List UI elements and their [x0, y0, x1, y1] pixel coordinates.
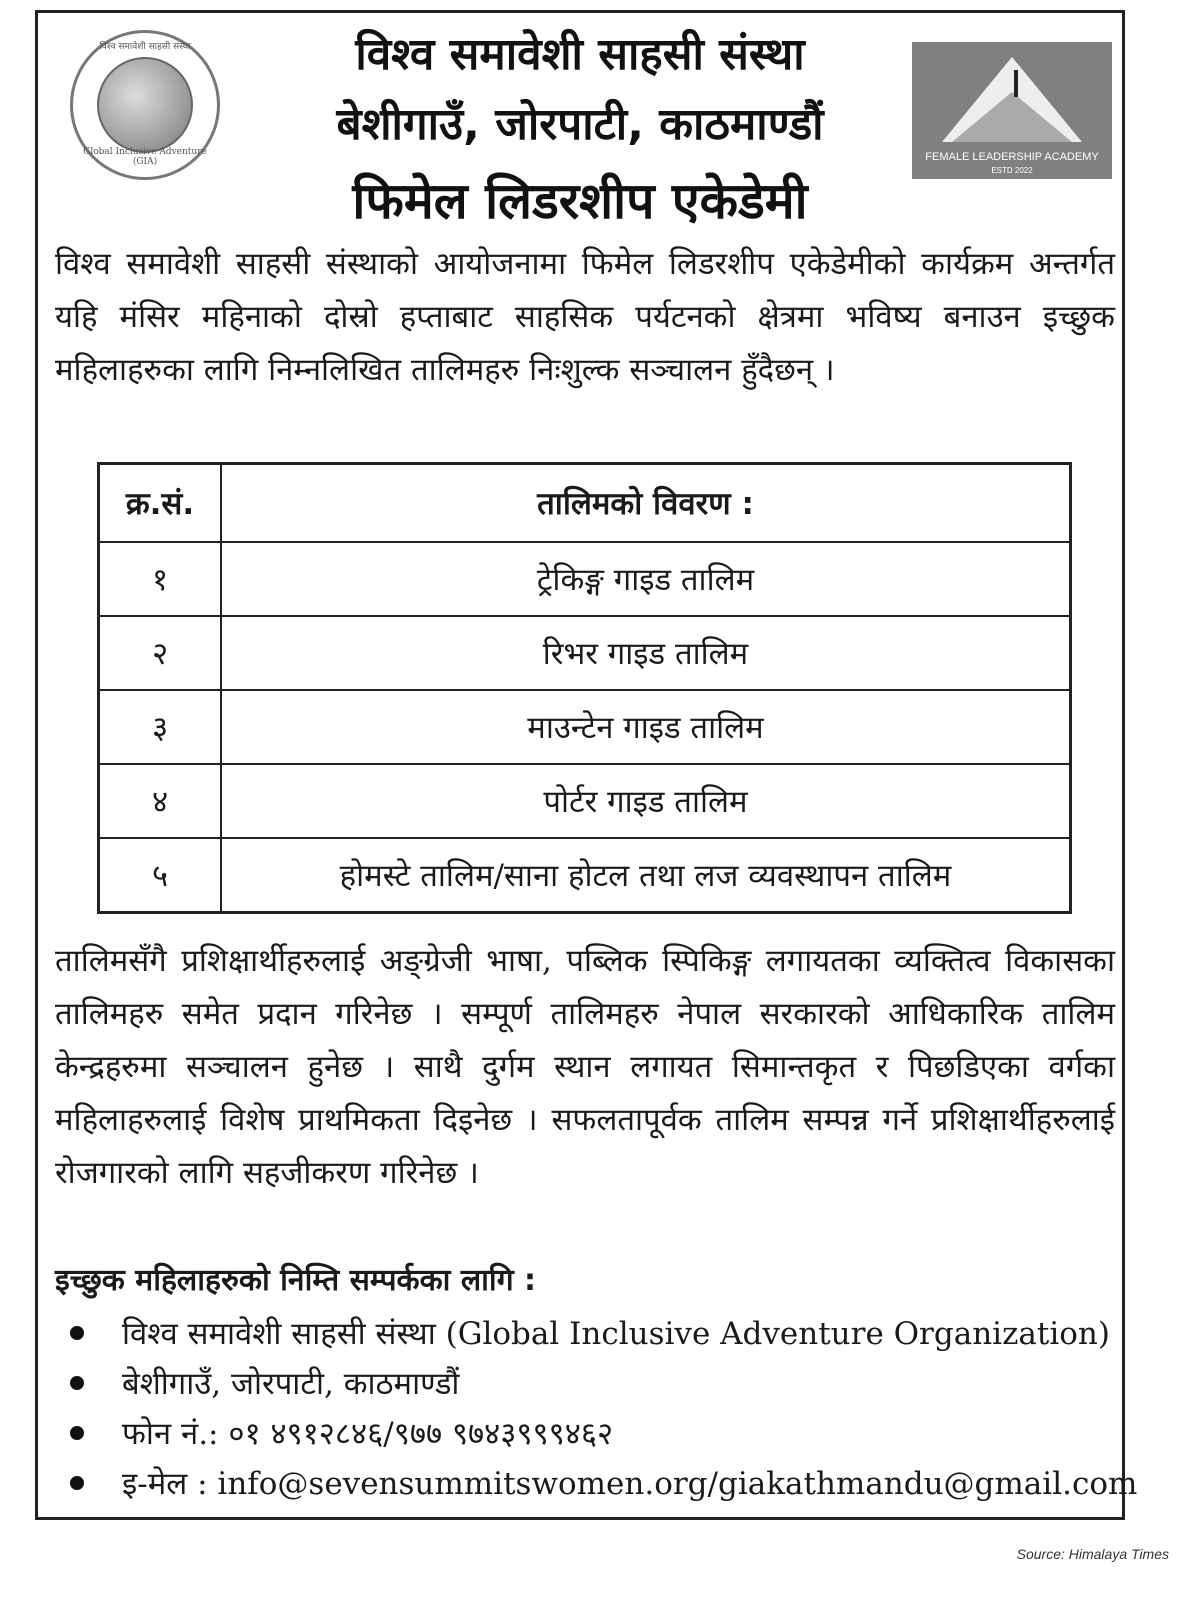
gia-seal-logo [70, 30, 220, 180]
training-cell: माउन्टेन गाइड तालिम [221, 690, 1071, 764]
training-cell: होमस्टे तालिम/साना होटल तथा लज व्यवस्थापन तालिम [221, 838, 1071, 913]
training-cell: ट्रेकिङ्ग गाइड तालिम [221, 542, 1071, 616]
intro-paragraph: विश्व समावेशी साहसी संस्थाको आयोजनामा फिमेल लिडरशीप एकेडेमीको कार्यक्रम अन्तर्गत यहि मंसिर महिनाको दोस्रो हप्ताबाट साहसिक पर्यटनको क्षेत्रमा भविष्य बनाउन इच्छुक महिलाहरुका लागि निम्नलिखित तालिमहरु निःशुल्क सञ्चालन हुँदैछन् । [55, 246, 1115, 388]
table-row [99, 838, 1071, 913]
mountain-icon [942, 52, 1082, 147]
source-credit: Source: Himalaya Times [1016, 1546, 1169, 1562]
academy-name: FEMALE LEADERSHIP ACADEMY [925, 151, 1099, 163]
org-name: विश्व समावेशी साहसी संस्था [355, 29, 805, 80]
serial-cell: ४ [99, 764, 222, 838]
table-row [99, 542, 1071, 616]
training-table [97, 462, 1072, 914]
column-header-description: तालिमको विवरण : [221, 464, 1071, 543]
contact-address: बेशीगाउँ, जोरपाटी, काठमाण्डौं [122, 1366, 460, 1402]
globe-icon [97, 57, 193, 153]
table-row [99, 764, 1071, 838]
contact-item [70, 1412, 613, 1454]
contact-item [70, 1362, 459, 1404]
contact-org: विश्व समावेशी साहसी संस्था (Global Inclusive Adventure Organization) [122, 1316, 1110, 1352]
training-cell: रिभर गाइड तालिम [221, 616, 1071, 690]
column-header-serial: क्र.सं. [99, 464, 222, 543]
seal-top-text: विश्व समावेशी साहसी संस्था [99, 42, 191, 52]
training-cell: पोर्टर गाइड तालिम [221, 764, 1071, 838]
serial-cell: ३ [99, 690, 222, 764]
seal-bottom-text: Global Inclusive Adventure (GIA) [83, 147, 207, 167]
contact-heading: इच्छुक महिलाहरुको निम्ति सम्पर्कका लागि : [55, 1263, 537, 1298]
bullet-icon [70, 1376, 84, 1390]
serial-cell: २ [99, 616, 222, 690]
serial-cell: १ [99, 542, 222, 616]
serial-cell: ५ [99, 838, 222, 913]
bullet-icon [70, 1426, 84, 1440]
body-paragraph: तालिमसँगै प्रशिक्षार्थीहरुलाई अङ्ग्रेजी भाषा, पब्लिक स्पिकिङ्ग लगायतका व्यक्तित्व विकासका तालिमहरु समेत प्रदान गरिनेछ । सम्पूर्ण तालिमहरु नेपाल सरकारको आधिकारिक तालिम केन्द्रहरुमा सञ्चालन हुनेछ । साथै दुर्गम स्थान लगायत सिमान्तकृत र पिछडिएका वर्गका महिलाहरुलाई विशेष प्राथमिकता दिइनेछ । सफलतापूर्वक तालिम सम्पन्न गर्ने प्रशिक्षार्थीहरुलाई रोजगारको लागि सहजीकरण गरिनेछ । [55, 943, 1115, 1191]
bullet-icon [70, 1476, 84, 1490]
table-row [99, 690, 1071, 764]
female-leadership-academy-logo [912, 42, 1112, 179]
table-row [99, 616, 1071, 690]
contact-phone: फोन नं.: ०१ ४९१२८४६/९७७ ९७४३९९९४६२ [122, 1416, 614, 1452]
bullet-icon [70, 1326, 84, 1340]
contact-item [70, 1312, 1110, 1354]
org-address: बेशीगाउँ, जोरपाटी, काठमाण्डौं [336, 99, 824, 150]
table-header [99, 464, 1071, 543]
contact-item [70, 1462, 1137, 1504]
contact-email[interactable]: इ-मेल : info@sevensummitswomen.org/giakathmandu@gmail.com [122, 1466, 1138, 1502]
academy-estd: ESTD 2022 [991, 166, 1033, 175]
program-title: फिमेल लिडरशीप एकेडेमी [352, 172, 808, 230]
